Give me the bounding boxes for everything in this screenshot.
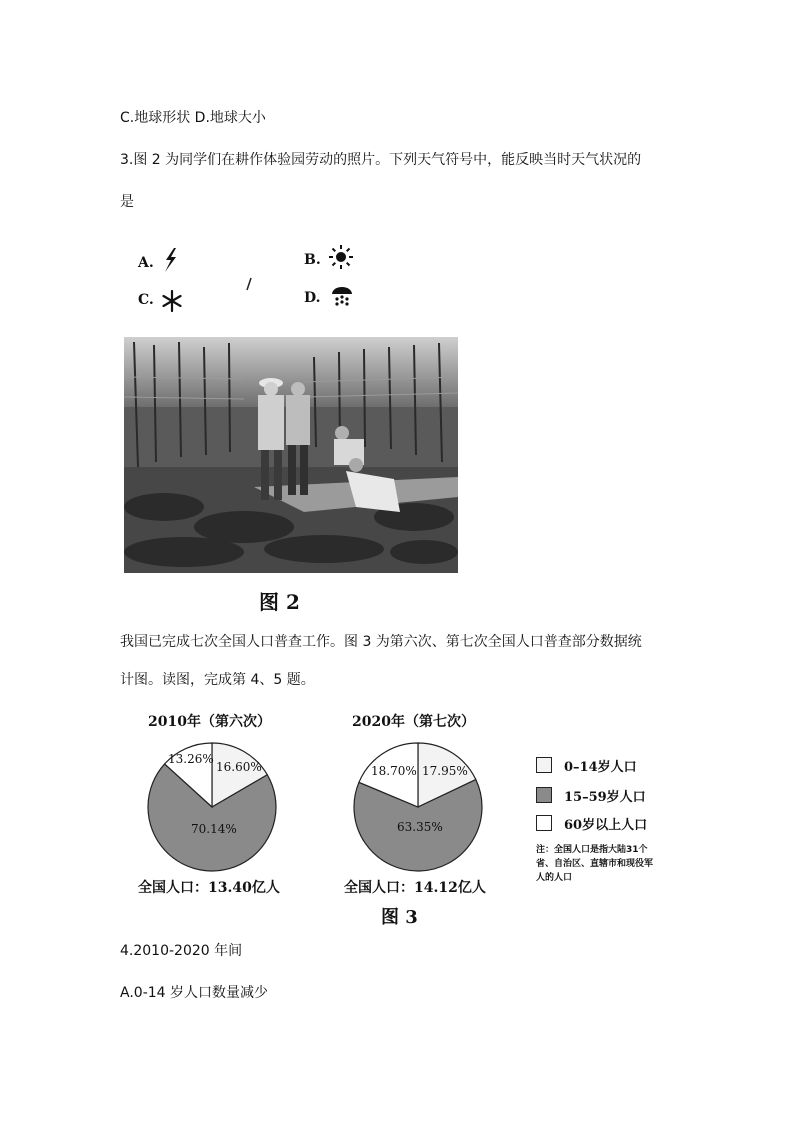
- pie-2020-total: 全国人口：14.12亿人: [344, 880, 486, 896]
- pie-2020-title: 2020年（第七次）: [352, 714, 475, 730]
- pie-2020-label-0-14: 17.95%: [422, 764, 468, 778]
- intro-line-1: 我国已完成七次全国人口普查工作。图 3 为第六次、第七次全国人口普查部分数据统: [120, 634, 642, 650]
- pie-chart-2020: [352, 741, 484, 873]
- question-4-option-a: A.0-14 岁人口数量减少: [120, 985, 269, 1001]
- option-d-label: D.: [304, 290, 321, 306]
- option-c-label: C.: [138, 292, 154, 308]
- figure-2-label: 图 2: [259, 590, 300, 614]
- question-3-line-2: 是: [120, 194, 134, 210]
- legend-item-15-59: [536, 785, 646, 805]
- legend-item-60plus: [536, 813, 647, 833]
- pie-2010-label-15-59: 70.14%: [191, 822, 237, 836]
- figure-3-label: 图 3: [381, 907, 418, 928]
- rain-shower-icon: [330, 284, 354, 308]
- legend-item-0-14: [536, 755, 637, 775]
- legend-swatch-0-14: [536, 757, 552, 773]
- question-4-line: 4.2010-2020 年间: [120, 943, 243, 959]
- legend-label-0-14: 0–14岁人口: [564, 759, 637, 775]
- lightning-icon: [160, 247, 180, 273]
- sun-icon: [328, 244, 354, 270]
- legend-swatch-60plus: [536, 815, 552, 831]
- question-3-line-1: 3.图 2 为同学们在耕作体验园劳动的照片。下列天气符号中，能反映当时天气状况的: [120, 152, 642, 168]
- pie-2020-label-15-59: 63.35%: [397, 820, 443, 834]
- legend-swatch-15-59: [536, 787, 552, 803]
- pie-2010-total: 全国人口：13.40亿人: [138, 880, 280, 896]
- legend-note: 注：全国人口是指大陆31个省、自治区、直辖市和现役军人的人口: [536, 845, 654, 883]
- intro-line-2: 计图。读图，完成第 4、5 题。: [120, 672, 315, 688]
- line-options-cd: C.地球形状 D.地球大小: [120, 110, 266, 126]
- option-b-label: B.: [304, 252, 321, 268]
- legend-label-15-59: 15–59岁人口: [564, 789, 646, 805]
- pie-2020-label-60plus: 18.70%: [371, 764, 417, 778]
- legend-label-60plus: 60岁以上人口: [564, 817, 648, 833]
- stray-mark: [245, 277, 253, 291]
- option-a-label: A.: [138, 255, 154, 271]
- farm-photo-illustration: [124, 337, 458, 573]
- snowflake-icon: [160, 289, 184, 313]
- pie-2010-title: 2010年（第六次）: [148, 714, 271, 730]
- pie-2010-label-60plus: 13.26%: [168, 752, 214, 766]
- pie-2010-label-0-14: 16.60%: [216, 760, 262, 774]
- farm-photo: [124, 337, 458, 573]
